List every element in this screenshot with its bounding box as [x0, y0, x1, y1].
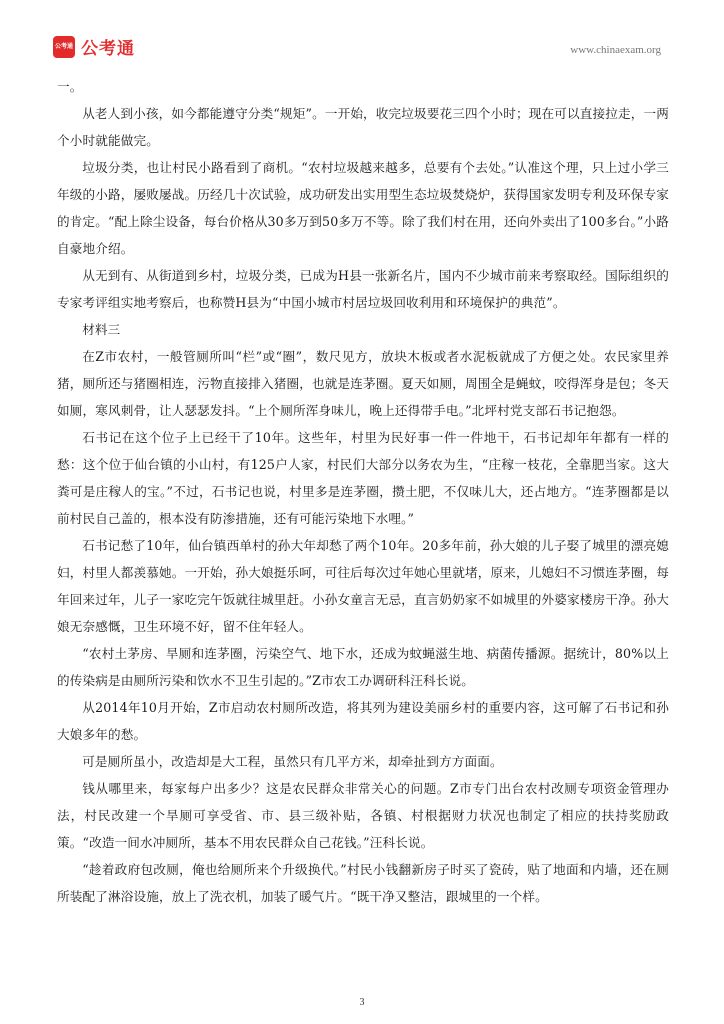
- paragraph: “农村土茅房、旱厕和连茅圈，污染空气、地下水，还成为蚊蝇滋生地、病菌传播源。据统计，80%以上的传染病是由厕所污染和饮水不卫生引起的。”Z市农工办调研科汪科长说。: [57, 646, 669, 688]
- paragraph: “趁着政府包改厕，俺也给厕所来个升级换代。”村民小钱翻新房子时买了瓷砖，贴了地面和内墙，还在厕所装配了淋浴设施，放上了洗衣机，加装了暖气片。“既干净又整洁，跟城里的一个样。: [57, 862, 669, 904]
- page-number: 3: [359, 997, 365, 1008]
- logo-text: 公考通: [81, 39, 135, 59]
- brand-logo[interactable]: [53, 34, 135, 59]
- page-header: [53, 30, 673, 66]
- paragraph: 在Z市农村，一般管厕所叫“栏”或“圈”，数尺见方，放块木板或者水泥板就成了方便之处。农民家里养猪，厕所还与猪圈相连，污物直接排入猪圈，也就是连茅圈。夏天如厕，周围全是蝇蚊，咬得浑身是包；冬天如厕，寒风刺骨，让人瑟瑟发抖。“上个厕所浑身味儿，晚上还得带手电。”北坪村党支部石书记抱怨。: [57, 349, 669, 418]
- paragraph: 石书记愁了10年，仙台镇西单村的孙大年却愁了两个10年。20多年前，孙大娘的儿子娶了城里的漂亮媳妇，村里人都羡慕她。一开始，孙大娘挺乐呵，可往后每次过年她心里就堵，原来，儿媳妇不习惯连茅圈，每年回来过年，儿子一家吃完午饭就往城里赶。小孙女童言无忌，直言奶奶家不如城里的外婆家楼房干净。孙大娘无奈感慨，卫生环境不好，留不住年轻人。: [57, 538, 669, 634]
- site-url[interactable]: www.chinaexam.org: [570, 44, 661, 56]
- paragraph: 钱从哪里来，每家每户出多少？这是农民群众非常关心的问题。Z市专门出台农村改厕专项资金管理办法，村民改建一个旱厕可享受省、市、县三级补贴，各镇、村根据财力状况也制定了相应的扶持奖励政策。“改造一间水冲厕所，基本不用农民群众自己花钱。”汪科长说。: [57, 781, 669, 850]
- section-heading: 材料三: [82, 322, 121, 337]
- paragraph: 石书记在这个位子上已经干了10年。这些年，村里为民好事一件一件地干，石书记却年年都有一样的愁：这个位于仙台镇的小山村，有125户人家，村民们大部分以务农为生，“庄稼一枝花，全靠肥当家。这大粪可是庄稼人的宝。”不过，石书记也说，村里多是连茅圈，攒土肥，不仅味儿大，还占地方。“连茅圈都是以前村民自己盖的，根本没有防渗措施，还有可能污染地下水哩。”: [57, 430, 669, 526]
- paragraph: 从无到有、从街道到乡村，垃圾分类，已成为H县一张新名片，国内不少城市前来考察取经。国际组织的专家考评组实地考察后，也称赞H县为“中国小城市村居垃圾回收利用和环境保护的典范”。: [57, 268, 669, 310]
- paragraph: 垃圾分类，也让村民小路看到了商机。“农村垃圾越来越多，总要有个去处。”认准这个理，只上过小学三年级的小路，屡败屡战。历经几十次试验，成功研发出实用型生态垃圾焚烧炉，获得国家发明专利及环保专家的肯定。“配上除尘设备，每台价格从30多万到50多万不等。除了我们村在用，还向外卖出了100多台。”小路自豪地介绍。: [57, 160, 669, 256]
- document-body: [57, 73, 669, 910]
- paragraph: 一。: [57, 79, 83, 94]
- paragraph: 从老人到小孩，如今都能遵守分类“规矩”。一开始，收完垃圾要花三四个小时；现在可以直接拉走，一两个小时就能做完。: [57, 106, 669, 148]
- paragraph: 从2014年10月开始，Z市启动农村厕所改造，将其列为建设美丽乡村的重要内容，这可解了石书记和孙大娘多年的愁。: [57, 700, 669, 742]
- logo-icon: 公考通: [53, 36, 75, 58]
- paragraph: 可是厕所虽小，改造却是大工程，虽然只有几平方米，却牵扯到方方面面。: [82, 754, 503, 769]
